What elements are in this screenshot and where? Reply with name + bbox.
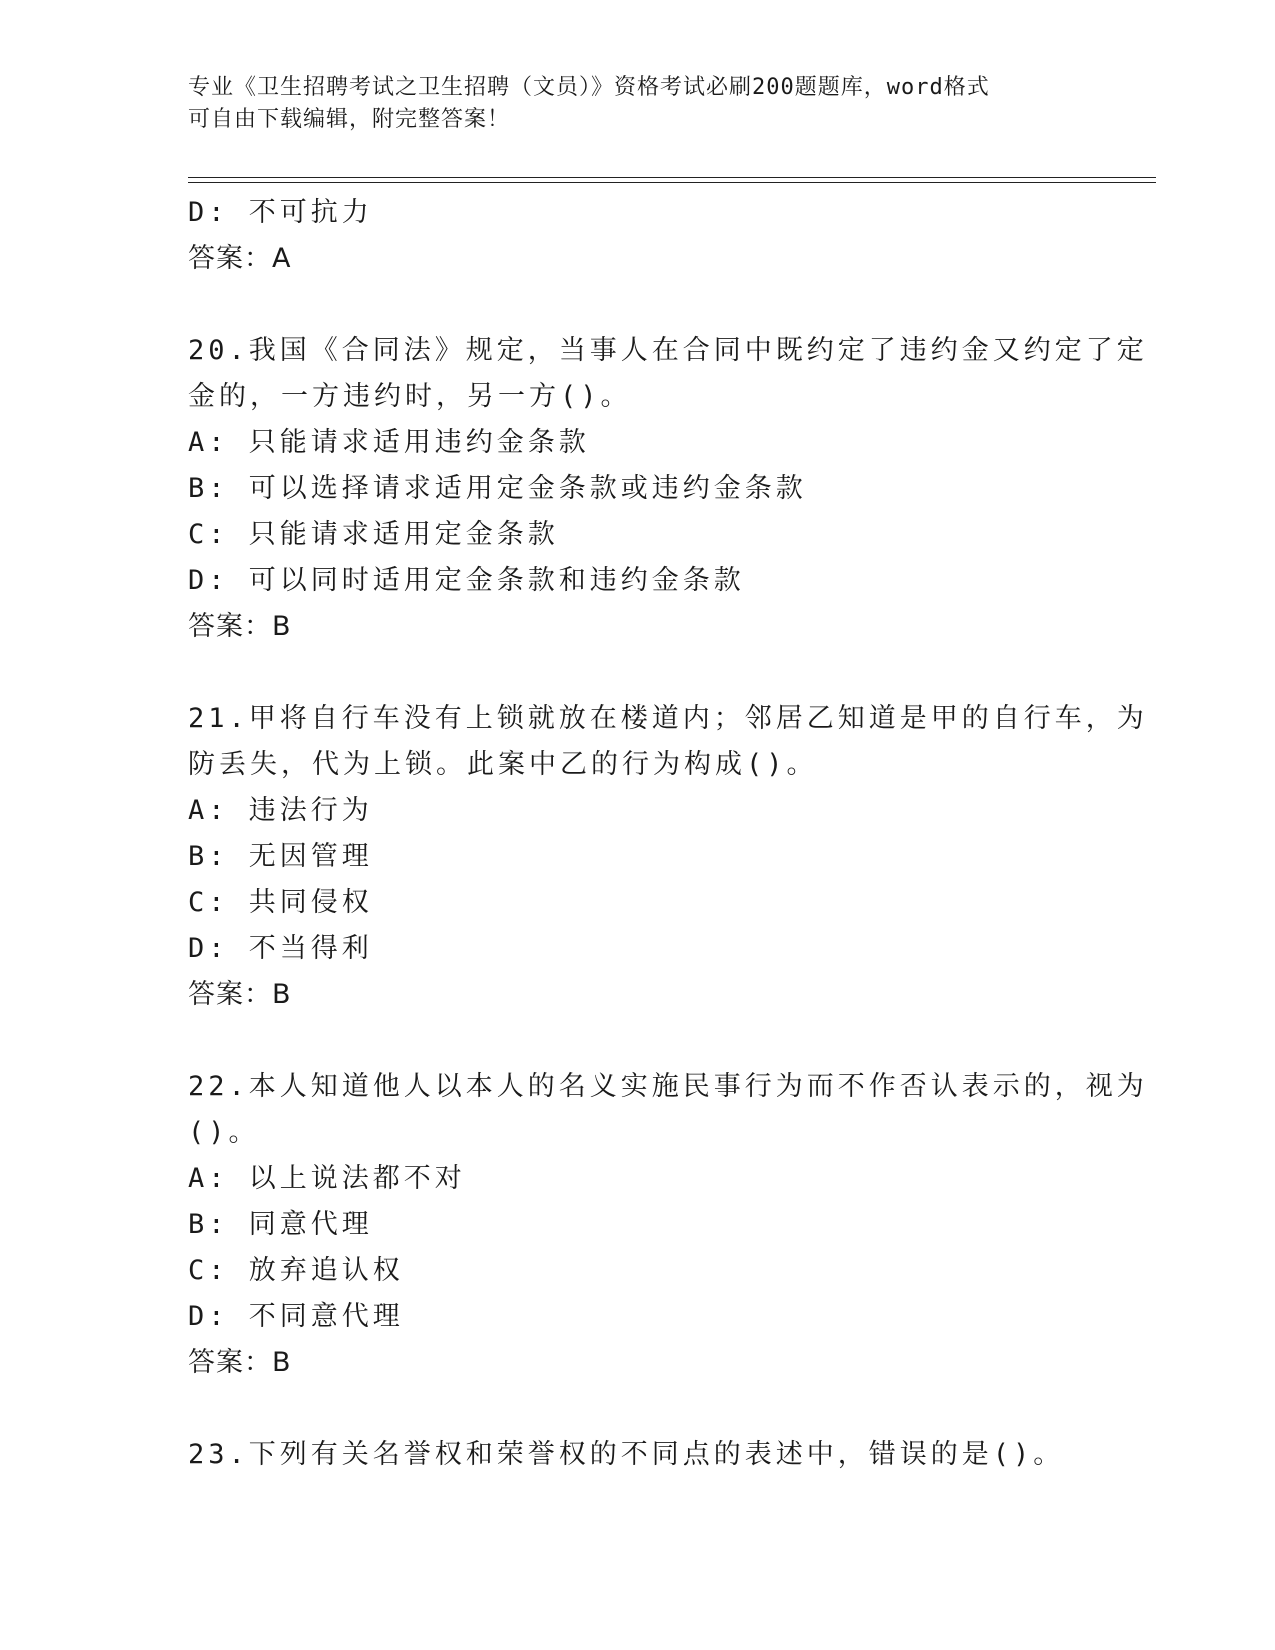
question-text-continued: 金的，一方违约时，另一方()。	[188, 381, 632, 412]
question-text: 20.我国《合同法》规定，当事人在合同中既约定了违约金又约定了定	[188, 335, 1148, 366]
previous-question-tail	[188, 190, 1088, 282]
option-c: C: 放弃追认权	[188, 1255, 404, 1286]
option-a: A: 以上说法都不对	[188, 1163, 466, 1194]
answer-line: 答案：B	[188, 1347, 292, 1378]
option-c: C: 共同侵权	[188, 887, 373, 918]
question-text: 23.下列有关名誉权和荣誉权的不同点的表述中，错误的是()。	[188, 1439, 1065, 1470]
question-text: 21.甲将自行车没有上锁就放在楼道内；邻居乙知道是甲的自行车，为	[188, 703, 1148, 734]
answer-line: 答案：B	[188, 979, 292, 1010]
header-title-line-2: 可自由下载编辑，附完整答案！	[188, 107, 511, 132]
header-divider-top	[188, 177, 1156, 178]
question-text-continued: 防丢失，代为上锁。此案中乙的行为构成()。	[188, 749, 818, 780]
spacer	[188, 1018, 1088, 1064]
option-b: B: 可以选择请求适用定金条款或违约金条款	[188, 473, 807, 504]
question-21	[188, 696, 1148, 1018]
option-d: D: 不当得利	[188, 933, 373, 964]
spacer	[188, 650, 1088, 696]
option-d: D: 可以同时适用定金条款和违约金条款	[188, 565, 745, 596]
question-text: 22.本人知道他人以本人的名义实施民事行为而不作否认表示的，视为	[188, 1071, 1148, 1102]
header-title-line-1: 专业《卫生招聘考试之卫生招聘（文员）》资格考试必刷200题题库，word格式	[188, 75, 990, 100]
option-b: B: 同意代理	[188, 1209, 373, 1240]
option-a: A: 违法行为	[188, 795, 373, 826]
spacer	[188, 282, 1088, 328]
document-header	[188, 72, 1068, 136]
option-c: C: 只能请求适用定金条款	[188, 519, 559, 550]
question-23	[188, 1432, 1088, 1478]
option-d: D: 不可抗力	[188, 197, 373, 228]
question-22	[188, 1064, 1148, 1386]
document-body	[188, 190, 1148, 1478]
question-20	[188, 328, 1148, 650]
question-text-continued: ()。	[188, 1117, 260, 1148]
option-a: A: 只能请求适用违约金条款	[188, 427, 590, 458]
header-divider-bottom	[188, 182, 1156, 183]
option-d: D: 不同意代理	[188, 1301, 404, 1332]
answer-line: 答案：B	[188, 611, 292, 642]
answer-line: 答案：A	[188, 243, 292, 274]
option-b: B: 无因管理	[188, 841, 373, 872]
spacer	[188, 1386, 1088, 1432]
